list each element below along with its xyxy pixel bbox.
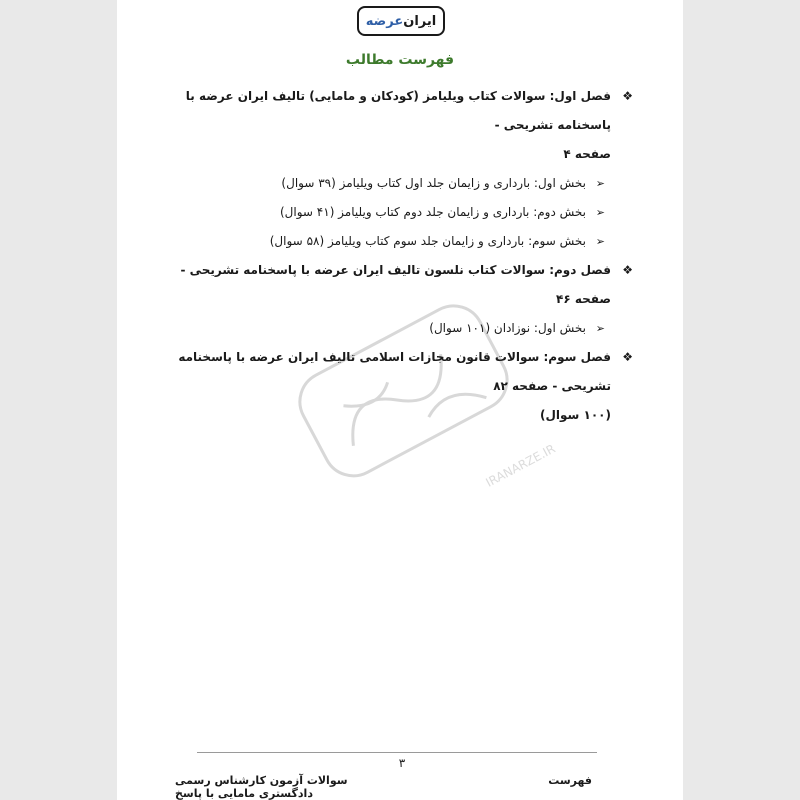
toc-section[interactable] — [153, 314, 633, 343]
document-page — [117, 0, 683, 800]
chapter-1-title: فصل اول: سوالات کتاب ویلیامز (کودکان و مامایی) تالیف ایران عرضه با پاسخنامه تشریحی - — [185, 89, 611, 132]
arrow-bullet-icon: ➢ — [595, 206, 605, 219]
section-label: بخش دوم: بارداری و زایمان جلد دوم کتاب ویلیامز (۴۱ سوال) — [279, 205, 586, 219]
footer-section-name: فهرست — [548, 774, 592, 787]
section-label: بخش سوم: بارداری و زایمان جلد سوم کتاب ویلیامز (۵۸ سوال) — [269, 234, 586, 248]
diamond-bullet-icon: ❖ — [622, 89, 633, 103]
toc-section[interactable] — [153, 227, 633, 256]
chapter-3-title: فصل سوم: سوالات قانون مجازات اسلامی تالیف ایران عرضه با پاسخنامه تشریحی - صفحه ۸۲ — [178, 350, 611, 393]
toc-section[interactable] — [153, 169, 633, 198]
diamond-bullet-icon: ❖ — [622, 350, 633, 364]
footer-divider — [197, 752, 597, 753]
section-label: بخش اول: نوزادان (۱۰۱ سوال) — [429, 321, 586, 335]
toc-chapter-2[interactable] — [153, 256, 633, 314]
arrow-bullet-icon: ➢ — [595, 177, 605, 190]
logo-text-part2: عرضه — [365, 13, 404, 29]
arrow-bullet-icon: ➢ — [595, 235, 605, 248]
chapter-3-count: (۱۰۰ سوال) — [540, 408, 611, 422]
toc-chapter-1[interactable] — [153, 82, 633, 169]
logo-text-part1: ایران — [403, 13, 437, 29]
section-label: بخش اول: بارداری و زایمان جلد اول کتاب ویلیامز (۳۹ سوال) — [281, 176, 586, 190]
page-title: فهرست مطالب — [345, 52, 455, 68]
table-of-contents — [153, 82, 633, 430]
page-number: ۳ — [398, 756, 406, 770]
diamond-bullet-icon: ❖ — [622, 263, 633, 277]
chapter-1-page: صفحه ۴ — [563, 147, 611, 161]
svg-text:IRANARZE.IR: IRANARZE.IR — [483, 441, 558, 490]
arrow-bullet-icon: ➢ — [595, 322, 605, 335]
footer-book-title: سوالات آزمون کارشناس رسمی دادگستری مامایی با پاسخ — [175, 774, 348, 800]
toc-chapter-3[interactable] — [153, 343, 633, 430]
toc-section[interactable] — [153, 198, 633, 227]
brand-logo — [357, 6, 445, 36]
chapter-2-title: فصل دوم: سوالات کتاب نلسون تالیف ایران عرضه با پاسخنامه تشریحی - صفحه ۴۶ — [180, 263, 611, 306]
